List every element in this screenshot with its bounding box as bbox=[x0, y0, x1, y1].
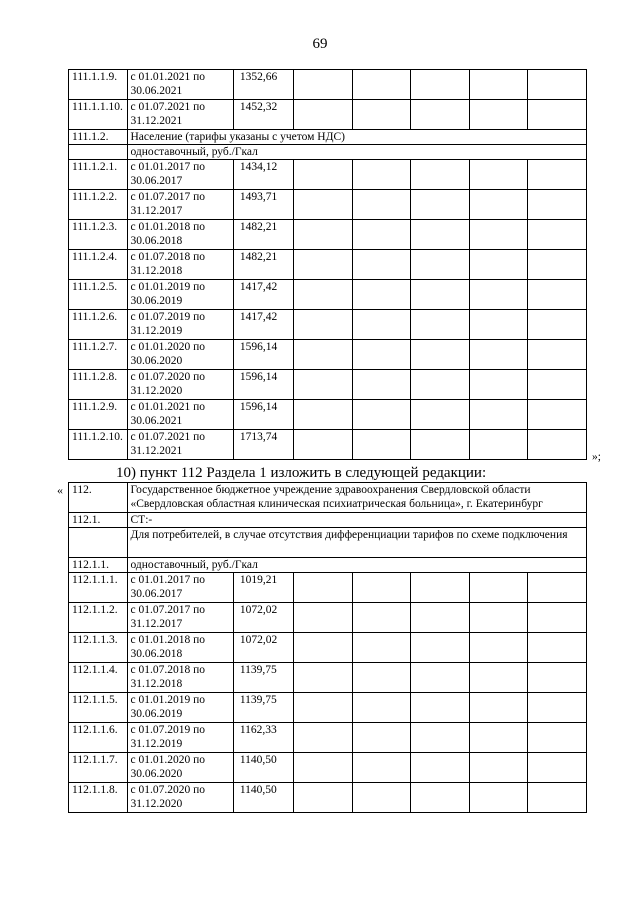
empty-cell bbox=[352, 753, 411, 783]
row-code: 112. bbox=[69, 483, 128, 513]
row-code: 112.1.1.6. bbox=[69, 723, 128, 753]
empty-cell bbox=[352, 693, 411, 723]
empty-cell bbox=[528, 370, 587, 400]
row-tariff-value: 1139,75 bbox=[233, 663, 294, 693]
empty-cell bbox=[352, 783, 411, 813]
row-period: с 01.07.2017 по 31.12.2017 bbox=[127, 190, 233, 220]
empty-cell bbox=[352, 400, 411, 430]
table-row bbox=[69, 783, 587, 813]
row-tariff-value: 1417,42 bbox=[233, 280, 294, 310]
empty-cell bbox=[469, 723, 528, 753]
empty-cell bbox=[411, 220, 470, 250]
empty-cell bbox=[469, 783, 528, 813]
empty-cell bbox=[352, 310, 411, 340]
row-tariff-value: 1417,42 bbox=[233, 310, 294, 340]
empty-cell bbox=[294, 190, 353, 220]
row-tariff-value: 1019,21 bbox=[233, 573, 294, 603]
row-code: 111.1.2.4. bbox=[69, 250, 128, 280]
table-row bbox=[69, 633, 587, 663]
row-code: 111.1.2.6. bbox=[69, 310, 128, 340]
empty-cell bbox=[411, 280, 470, 310]
row-code: 112.1.1. bbox=[69, 558, 128, 573]
empty-cell bbox=[528, 190, 587, 220]
empty-cell bbox=[294, 220, 353, 250]
empty-cell bbox=[352, 633, 411, 663]
row-tariff-value: 1493,71 bbox=[233, 190, 294, 220]
empty-cell bbox=[411, 663, 470, 693]
row-code: 111.1.2. bbox=[69, 130, 128, 145]
row-tariff-value: 1482,21 bbox=[233, 220, 294, 250]
empty-cell bbox=[469, 400, 528, 430]
row-period: с 01.01.2020 по 30.06.2020 bbox=[127, 340, 233, 370]
row-code: 111.1.2.5. bbox=[69, 280, 128, 310]
empty-cell bbox=[528, 603, 587, 633]
row-period: с 01.01.2017 по 30.06.2017 bbox=[127, 160, 233, 190]
empty-cell bbox=[469, 430, 528, 460]
row-period: с 01.01.2018 по 30.06.2018 bbox=[127, 220, 233, 250]
empty-cell bbox=[352, 723, 411, 753]
row-tariff-value: 1072,02 bbox=[233, 633, 294, 663]
row-code: 111.1.1.9. bbox=[69, 70, 128, 100]
row-period: с 01.01.2018 по 30.06.2018 bbox=[127, 633, 233, 663]
table-row bbox=[69, 310, 587, 340]
empty-cell bbox=[294, 340, 353, 370]
row-code: 112.1. bbox=[69, 513, 128, 528]
row-code: 112.1.1.8. bbox=[69, 783, 128, 813]
table-row bbox=[69, 145, 587, 160]
tariff-table-112 bbox=[68, 482, 587, 813]
row-code bbox=[69, 145, 128, 160]
opening-quote: « bbox=[57, 483, 63, 497]
empty-cell bbox=[294, 753, 353, 783]
empty-cell bbox=[352, 280, 411, 310]
row-code: 111.1.2.3. bbox=[69, 220, 128, 250]
row-tariff-value: 1352,66 bbox=[233, 70, 294, 100]
row-period: с 01.07.2019 по 31.12.2019 bbox=[127, 723, 233, 753]
empty-cell bbox=[294, 573, 353, 603]
empty-cell bbox=[294, 400, 353, 430]
row-period: с 01.07.2018 по 31.12.2018 bbox=[127, 250, 233, 280]
row-tariff-value: 1596,14 bbox=[233, 400, 294, 430]
row-code: 111.1.2.7. bbox=[69, 340, 128, 370]
row-description: Государственное бюджетное учреждение здравоохранения Свердловской области «Свердловская областная клиническая психиатрическая больница», г. Екатеринбург bbox=[127, 483, 587, 513]
table-row bbox=[69, 723, 587, 753]
empty-cell bbox=[294, 280, 353, 310]
empty-cell bbox=[352, 603, 411, 633]
row-code: 112.1.1.7. bbox=[69, 753, 128, 783]
tariff-table-111 bbox=[68, 69, 587, 460]
row-code: 112.1.1.4. bbox=[69, 663, 128, 693]
empty-cell bbox=[528, 400, 587, 430]
empty-cell bbox=[294, 70, 353, 100]
row-period: с 01.01.2021 по 30.06.2021 bbox=[127, 70, 233, 100]
amendment-heading: 10) пункт 112 Раздела 1 изложить в следующей редакции: bbox=[116, 465, 487, 481]
row-period: с 01.07.2021 по 31.12.2021 bbox=[127, 100, 233, 130]
empty-cell bbox=[294, 633, 353, 663]
empty-cell bbox=[352, 250, 411, 280]
empty-cell bbox=[294, 250, 353, 280]
row-code: 111.1.1.10. bbox=[69, 100, 128, 130]
empty-cell bbox=[469, 633, 528, 663]
empty-cell bbox=[294, 430, 353, 460]
empty-cell bbox=[469, 100, 528, 130]
empty-cell bbox=[528, 753, 587, 783]
row-period: с 01.07.2020 по 31.12.2020 bbox=[127, 370, 233, 400]
table-row bbox=[69, 573, 587, 603]
table-row bbox=[69, 70, 587, 100]
empty-cell bbox=[411, 190, 470, 220]
empty-cell bbox=[411, 370, 470, 400]
row-description: Для потребителей, в случае отсутствия дифференциации тарифов по схеме подключения bbox=[127, 528, 587, 558]
table-row bbox=[69, 340, 587, 370]
empty-cell bbox=[469, 160, 528, 190]
row-tariff-value: 1162,33 bbox=[233, 723, 294, 753]
table-row bbox=[69, 430, 587, 460]
table-row bbox=[69, 528, 587, 558]
row-period: с 01.07.2020 по 31.12.2020 bbox=[127, 783, 233, 813]
empty-cell bbox=[528, 250, 587, 280]
empty-cell bbox=[469, 190, 528, 220]
table-row bbox=[69, 160, 587, 190]
row-period: с 01.01.2017 по 30.06.2017 bbox=[127, 573, 233, 603]
row-code bbox=[69, 528, 128, 558]
empty-cell bbox=[352, 340, 411, 370]
empty-cell bbox=[528, 430, 587, 460]
empty-cell bbox=[528, 723, 587, 753]
row-tariff-value: 1596,14 bbox=[233, 370, 294, 400]
empty-cell bbox=[411, 783, 470, 813]
empty-cell bbox=[469, 340, 528, 370]
row-code: 111.1.2.10. bbox=[69, 430, 128, 460]
empty-cell bbox=[352, 190, 411, 220]
row-tariff-value: 1139,75 bbox=[233, 693, 294, 723]
empty-cell bbox=[294, 723, 353, 753]
row-period: с 01.07.2018 по 31.12.2018 bbox=[127, 663, 233, 693]
empty-cell bbox=[411, 603, 470, 633]
row-code: 112.1.1.1. bbox=[69, 573, 128, 603]
table-row bbox=[69, 370, 587, 400]
row-period: с 01.01.2021 по 30.06.2021 bbox=[127, 400, 233, 430]
row-code: 112.1.1.5. bbox=[69, 693, 128, 723]
table-row bbox=[69, 190, 587, 220]
empty-cell bbox=[294, 693, 353, 723]
closing-quote: »; bbox=[592, 451, 601, 463]
empty-cell bbox=[352, 663, 411, 693]
table-row bbox=[69, 280, 587, 310]
empty-cell bbox=[294, 100, 353, 130]
row-period: с 01.07.2019 по 31.12.2019 bbox=[127, 310, 233, 340]
table-row bbox=[69, 753, 587, 783]
empty-cell bbox=[528, 663, 587, 693]
table-row bbox=[69, 100, 587, 130]
empty-cell bbox=[352, 430, 411, 460]
empty-cell bbox=[411, 723, 470, 753]
row-code: 111.1.2.9. bbox=[69, 400, 128, 430]
empty-cell bbox=[411, 160, 470, 190]
row-tariff-value: 1140,50 bbox=[233, 783, 294, 813]
empty-cell bbox=[469, 663, 528, 693]
empty-cell bbox=[411, 100, 470, 130]
table-row bbox=[69, 220, 587, 250]
row-period: с 01.01.2019 по 30.06.2019 bbox=[127, 693, 233, 723]
empty-cell bbox=[469, 70, 528, 100]
empty-cell bbox=[528, 310, 587, 340]
empty-cell bbox=[411, 430, 470, 460]
row-period: с 01.01.2020 по 30.06.2020 bbox=[127, 753, 233, 783]
table-row bbox=[69, 483, 587, 513]
empty-cell bbox=[469, 370, 528, 400]
empty-cell bbox=[411, 310, 470, 340]
empty-cell bbox=[528, 633, 587, 663]
table-row bbox=[69, 400, 587, 430]
empty-cell bbox=[411, 633, 470, 663]
row-code: 112.1.1.2. bbox=[69, 603, 128, 633]
row-tariff-value: 1434,12 bbox=[233, 160, 294, 190]
empty-cell bbox=[528, 340, 587, 370]
empty-cell bbox=[294, 603, 353, 633]
row-tariff-value: 1482,21 bbox=[233, 250, 294, 280]
row-description: СТ:- bbox=[127, 513, 587, 528]
row-code: 111.1.2.1. bbox=[69, 160, 128, 190]
table-row bbox=[69, 250, 587, 280]
empty-cell bbox=[294, 663, 353, 693]
empty-cell bbox=[352, 100, 411, 130]
empty-cell bbox=[528, 573, 587, 603]
table-row bbox=[69, 513, 587, 528]
empty-cell bbox=[528, 70, 587, 100]
empty-cell bbox=[528, 100, 587, 130]
row-description: одноставочный, руб./Гкал bbox=[127, 558, 587, 573]
empty-cell bbox=[411, 250, 470, 280]
empty-cell bbox=[352, 220, 411, 250]
empty-cell bbox=[352, 70, 411, 100]
empty-cell bbox=[352, 160, 411, 190]
empty-cell bbox=[469, 693, 528, 723]
row-tariff-value: 1596,14 bbox=[233, 340, 294, 370]
row-description: одноставочный, руб./Гкал bbox=[127, 145, 587, 160]
empty-cell bbox=[411, 400, 470, 430]
empty-cell bbox=[469, 573, 528, 603]
empty-cell bbox=[469, 603, 528, 633]
row-code: 111.1.2.2. bbox=[69, 190, 128, 220]
empty-cell bbox=[528, 280, 587, 310]
table-row bbox=[69, 663, 587, 693]
row-period: с 01.07.2017 по 31.12.2017 bbox=[127, 603, 233, 633]
empty-cell bbox=[469, 310, 528, 340]
row-tariff-value: 1452,32 bbox=[233, 100, 294, 130]
empty-cell bbox=[469, 753, 528, 783]
empty-cell bbox=[294, 783, 353, 813]
empty-cell bbox=[294, 160, 353, 190]
row-period: с 01.07.2021 по 31.12.2021 bbox=[127, 430, 233, 460]
empty-cell bbox=[411, 70, 470, 100]
empty-cell bbox=[411, 753, 470, 783]
empty-cell bbox=[469, 280, 528, 310]
empty-cell bbox=[528, 693, 587, 723]
empty-cell bbox=[352, 573, 411, 603]
row-tariff-value: 1072,02 bbox=[233, 603, 294, 633]
table-row bbox=[69, 558, 587, 573]
empty-cell bbox=[411, 340, 470, 370]
empty-cell bbox=[528, 160, 587, 190]
row-code: 112.1.1.3. bbox=[69, 633, 128, 663]
table-row bbox=[69, 693, 587, 723]
empty-cell bbox=[294, 370, 353, 400]
empty-cell bbox=[528, 220, 587, 250]
row-code: 111.1.2.8. bbox=[69, 370, 128, 400]
empty-cell bbox=[469, 250, 528, 280]
row-description: Население (тарифы указаны с учетом НДС) bbox=[127, 130, 587, 145]
empty-cell bbox=[528, 783, 587, 813]
empty-cell bbox=[469, 220, 528, 250]
empty-cell bbox=[411, 573, 470, 603]
row-tariff-value: 1713,74 bbox=[233, 430, 294, 460]
table-row bbox=[69, 603, 587, 633]
table-row bbox=[69, 130, 587, 145]
empty-cell bbox=[411, 693, 470, 723]
empty-cell bbox=[352, 370, 411, 400]
row-tariff-value: 1140,50 bbox=[233, 753, 294, 783]
row-period: с 01.01.2019 по 30.06.2019 bbox=[127, 280, 233, 310]
empty-cell bbox=[294, 310, 353, 340]
page-number: 69 bbox=[312, 36, 328, 52]
